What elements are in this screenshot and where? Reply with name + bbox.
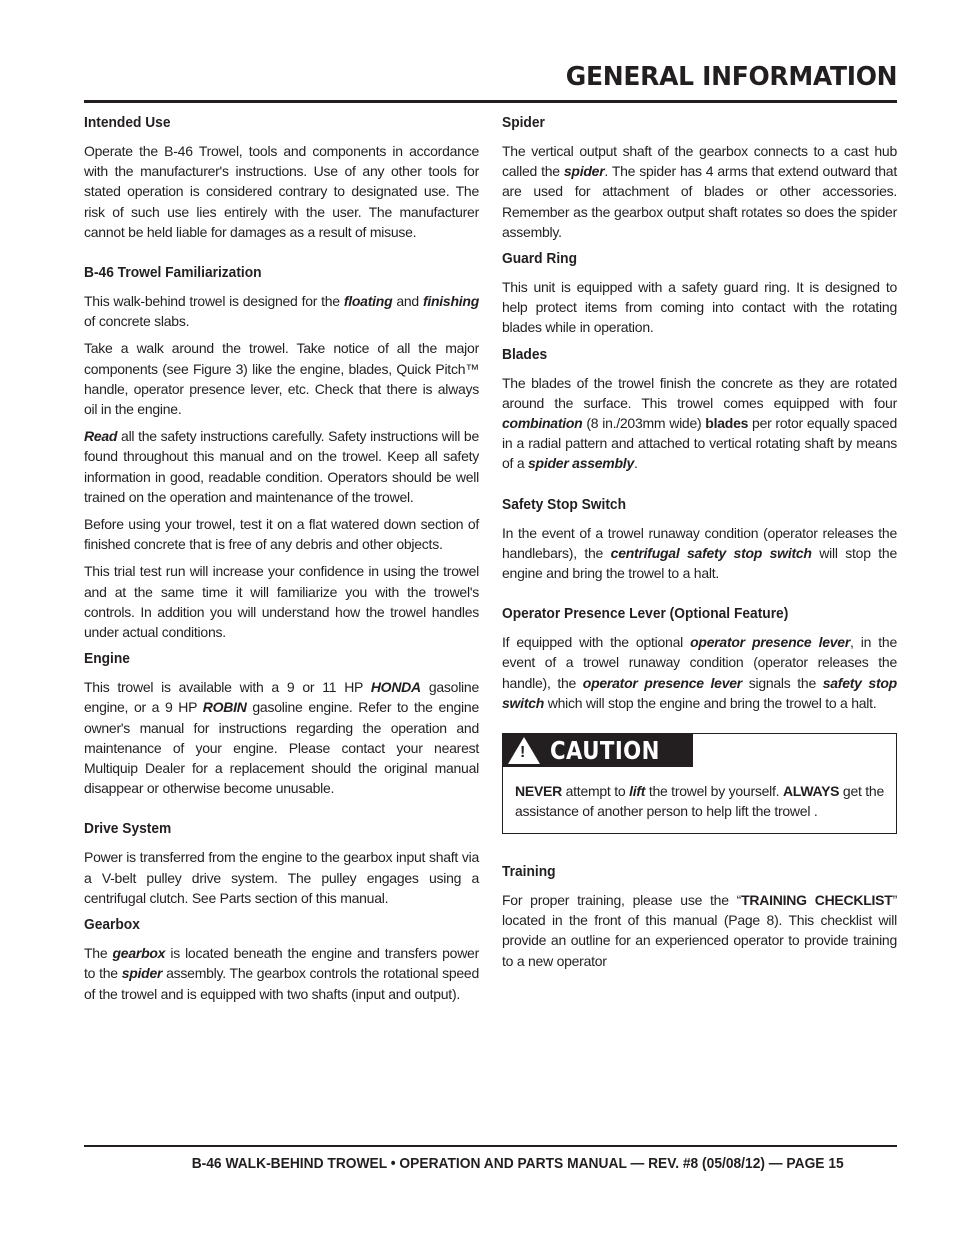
drive-system-text: Power is transferred from the engine to the gearbox input shaft via a V-belt pulley drive system. The pulley engages using a centrifugal clutch. See Parts section of this manual.: [84, 849, 479, 906]
section-heading-blades: Blades: [502, 346, 548, 363]
caution-banner: [502, 733, 693, 767]
familiarization-text-4: Before using your trowel, test it on a flat watered down section of finished concrete that is free of any debris and other objects.: [84, 516, 479, 553]
caution-box: [502, 733, 897, 834]
section-heading-safety-stop-switch: Safety Stop Switch: [502, 496, 627, 513]
guard-ring-text: This unit is equipped with a safety guard ring. It is designed to help protect items from coming into contact with the rotating blades while in operation.: [502, 279, 897, 336]
section-heading-engine: Engine: [84, 651, 130, 668]
familiarization-text-1: This walk-behind trowel is designed for the floating and finishing of concrete slabs.: [84, 293, 480, 330]
section-heading-intended-use: Intended Use: [84, 115, 171, 131]
left-column: [84, 113, 479, 1011]
section-heading-guard-ring: Guard Ring: [502, 251, 578, 268]
page-title: GENERAL INFORMATION: [565, 62, 897, 92]
caution-label: CAUTION: [550, 735, 660, 765]
caution-text: NEVER attempt to lift the trowel by yourself. ALWAYS get the assistance of another person to help lift the trowel .: [515, 782, 885, 819]
gearbox-text: The gearbox is located beneath the engine and transfers power to the spider assembly. The gearbox controls the rotational speed of the trowel and is equipped with two shafts (input and output).: [84, 945, 479, 1002]
familiarization-text-3: Read all the safety instructions carefully. Safety instructions will be found throughout this manual and on the trowel. Keep all safety information in good, readable condition. Operators should be well trained on the operation and maintenance of the trowel.: [84, 428, 479, 505]
engine-text: This trowel is available with a 9 or 11 HP HONDA gasoline engine, or a 9 HP ROBIN gasoline engine. Refer to the engine owner's manual for instructions regarding the operation and maintenance of your engine. Please contact your nearest Multiquip Dealer for a replacement should the original manual disappear or otherwise become unusable.: [84, 679, 479, 797]
training-text: For proper training, please use the “TRAINING CHECKLIST” located in the front of this manual (Page 8). This checklist will provide an outline for an experienced operator to provide training to a new operator: [502, 891, 897, 969]
blades-text: The blades of the trowel finish the concrete as they are rotated around the surface. This trowel comes equipped with four combination (8 in./203mm wide) blades per rotor equally spaced in a radial pattern and attached to vertical rotating shaft by means of a spider assembly.: [502, 374, 897, 472]
header-rule: [84, 100, 897, 103]
section-heading-training: Training: [502, 863, 556, 880]
operator-presence-lever-text: If equipped with the optional operator presence lever, in the event of a trowel runaway condition (operator releases the handle), the operator presence lever signals the safety stop switch which will stop the engine and bring the trowel to a halt.: [502, 634, 897, 711]
section-heading-gearbox: Gearbox: [84, 917, 140, 934]
warning-triangle-icon: !: [508, 737, 540, 764]
section-heading-drive-system: Drive System: [84, 821, 172, 838]
safety-stop-switch-text: In the event of a trowel runaway condition (operator releases the handlebars), the centrifugal safety stop switch will stop the engine and bring the trowel to a halt.: [502, 524, 897, 582]
spider-text: The vertical output shaft of the gearbox connects to a cast hub called the spider. The spider has 4 arms that extend outward that are used for attachment of blades or other accessories. Remember as the gearbox output shaft rotates so does the spider assembly.: [502, 143, 897, 240]
familiarization-text-5: This trial test run will increase your confidence in using the trowel and at the same time it will familiarize you with the trowel's controls. In addition you will understand how the trowel handles under actual conditions.: [84, 563, 479, 641]
familiarization-text-2: Take a walk around the trowel. Take notice of all the major components (see Figure 3) like the engine, blades, Quick Pitch™ handle, operator presence lever, etc. Check that there is always oil in the engine.: [84, 340, 479, 418]
intended-use-text: Operate the B-46 Trowel, tools and components in accordance with the manufacturer's instructions. Use of any other tools for stated operation is considered contrary to designated use. The risk of such use lies entirely with the user. The manufacturer cannot be held liable for damages as a result of misuse.: [84, 143, 479, 240]
section-heading-familiarization: B-46 Trowel Familiarization: [84, 265, 262, 282]
footer-rule: [84, 1145, 897, 1147]
section-heading-operator-presence-lever: Operator Presence Lever (Optional Feature): [502, 606, 789, 623]
page-footer: B-46 WALK-BEHIND TROWEL • OPERATION AND PARTS MANUAL — REV. #8 (05/08/12) — PAGE 15: [191, 1155, 844, 1172]
right-column: [502, 113, 897, 978]
section-heading-spider: Spider: [502, 115, 545, 131]
